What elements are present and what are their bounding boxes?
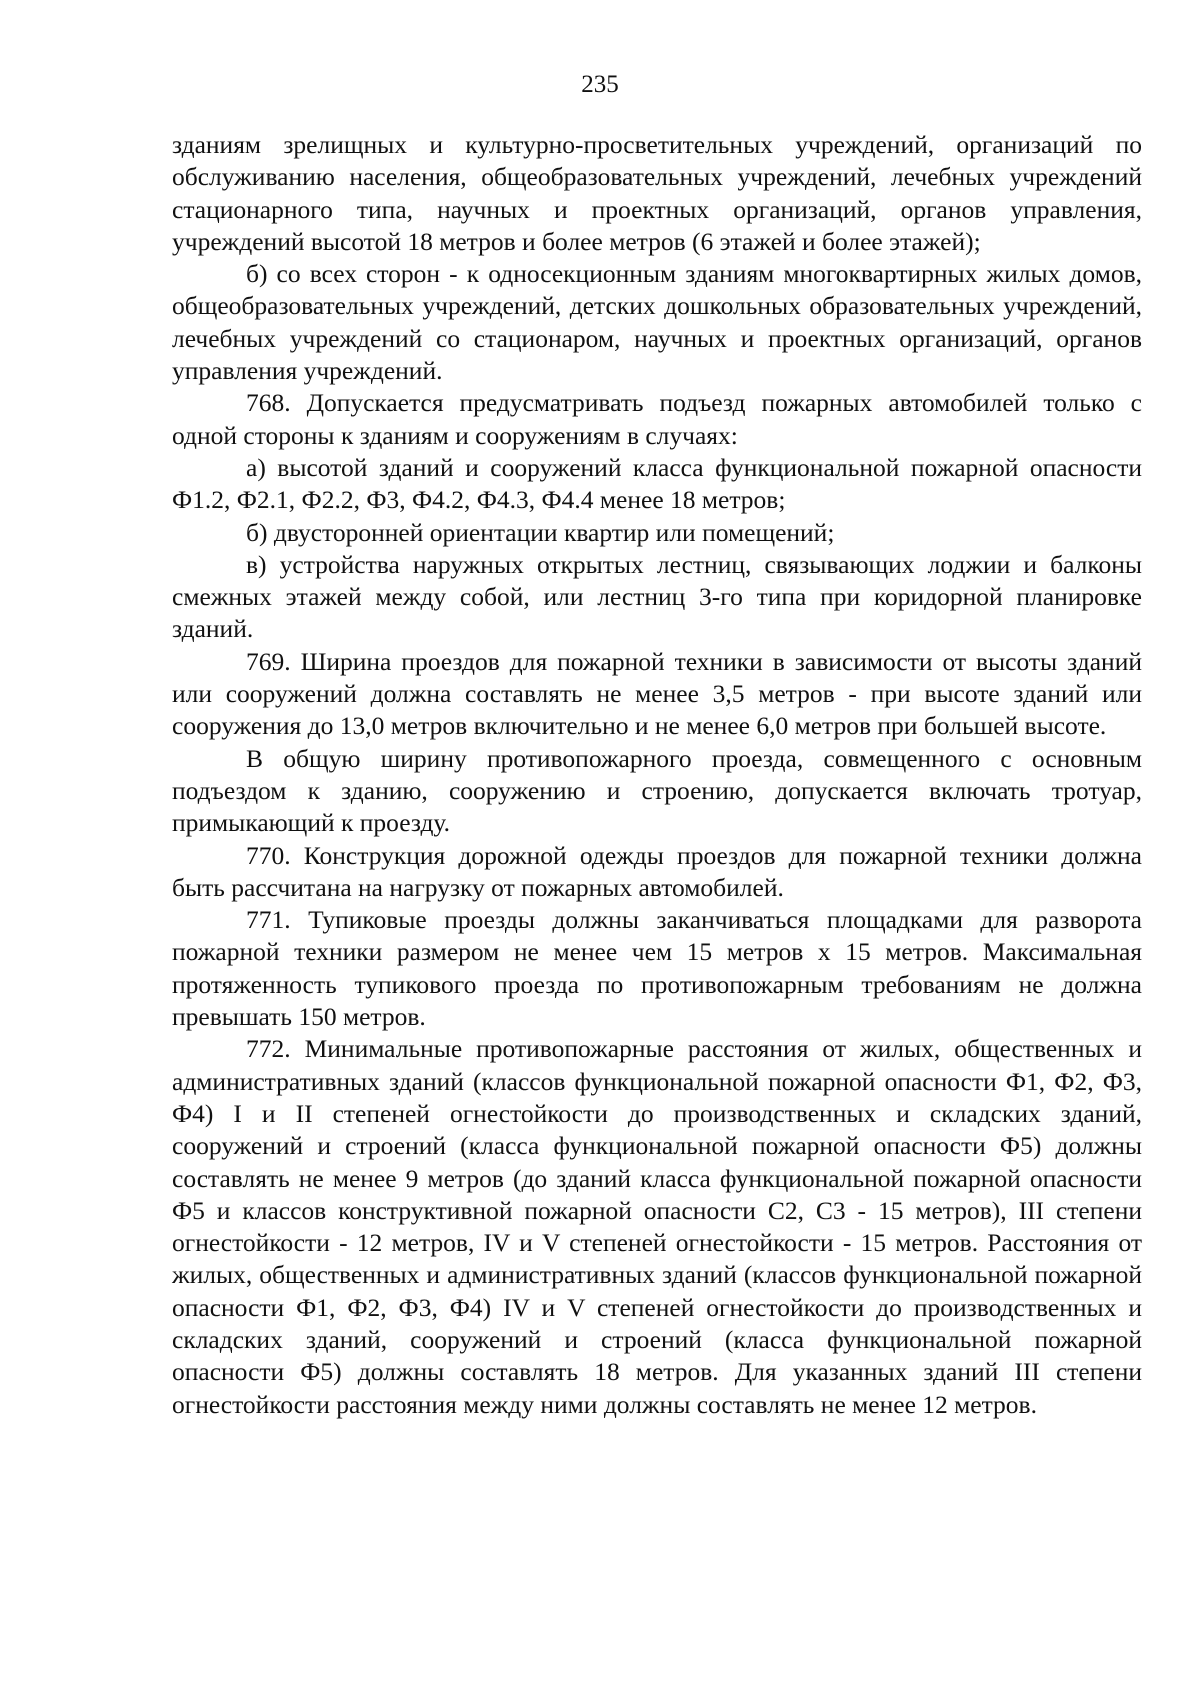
body-paragraph: В общую ширину противопожарного проезда, совмещенного с основным подъездом к зданию, сооружению и строению, допускается включать тротуар, примыкающий к проезду. (172, 743, 1142, 838)
body-paragraph: б) двусторонней ориентации квартир или помещений; (246, 517, 835, 547)
page-number: 235 (581, 71, 619, 98)
body-paragraph: а) высотой зданий и сооружений класса функциональной пожарной опасности Ф1.2, Ф2.1, Ф2.2, Ф3, Ф4.2, Ф4.3, Ф4.4 менее 18 метров; (172, 452, 1142, 515)
body-paragraph: 771. Тупиковые проезды должны заканчиваться площадками для разворота пожарной техники размером не менее чем 15 метров x 15 метров. Максимальная протяженность тупикового проезда по противопожарным требованиям не должна превышать 150 метров. (172, 905, 1142, 1032)
body-paragraph: 768. Допускается предусматривать подъезд пожарных автомобилей только с одной стороны к зданиям и сооружениям в случаях: (172, 388, 1142, 450)
body-paragraph: 770. Конструкция дорожной одежды проездов для пожарной техники должна быть рассчитана на нагрузку от пожарных автомобилей. (172, 840, 1142, 902)
body-paragraph: в) устройства наружных открытых лестниц, связывающих лоджии и балконы смежных этажей между собой, или лестниц 3-го типа при коридорной планировке зданий. (172, 549, 1142, 644)
body-paragraph: б) со всех сторон - к односекционным зданиям многоквартирных жилых домов, общеобразовательных учреждений, детских дошкольных образовательных учреждений, лечебных учреждений со стационаром, научных и проектных организаций, органов управления учреждений. (172, 259, 1142, 386)
body-paragraph: 772. Минимальные противопожарные расстояния от жилых, общественных и административных зданий (классов функциональной пожарной опасности Ф1, Ф2, Ф3, Ф4) I и II степеней огнестойкости до производственных и складских зданий, сооружений и строений (класса функциональной пожарной опасности Ф5) должны составлять не менее 9 метров (до зданий класса функциональной пожарной опасности Ф5 и классов конструктивной пожарной опасности С2, С3 - 15 метров), III степени огнестойкости - 12 метров, IV и V степеней огнестойкости - 15 метров. Расстояния от жилых, общественных и административных зданий (классов функциональной пожарной опасности Ф1, Ф2, Ф3, Ф4) IV и V степеней огнестойкости до производственных и складских зданий, сооружений и строений (класса функциональной пожарной опасности Ф5) должны составлять 18 метров. Для указанных зданий III степени огнестойкости расстояния между ними должны составлять не менее 12 метров. (172, 1034, 1142, 1419)
document-body (172, 129, 1142, 1421)
body-paragraph: 769. Ширина проездов для пожарной техники в зависимости от высоты зданий или сооружений должна составлять не менее 3,5 метров - при высоте зданий или сооружения до 13,0 метров включительно и не менее 6,0 метров при большей высоте. (172, 646, 1142, 741)
body-paragraph: зданиям зрелищных и культурно-просветительных учреждений, организаций по обслуживанию населения, общеобразовательных учреждений, лечебных учреждений стационарного типа, научных и проектных организаций, органов управления, учреждений высотой 18 метров и более метров (6 этажей и более этажей); (172, 130, 1142, 256)
